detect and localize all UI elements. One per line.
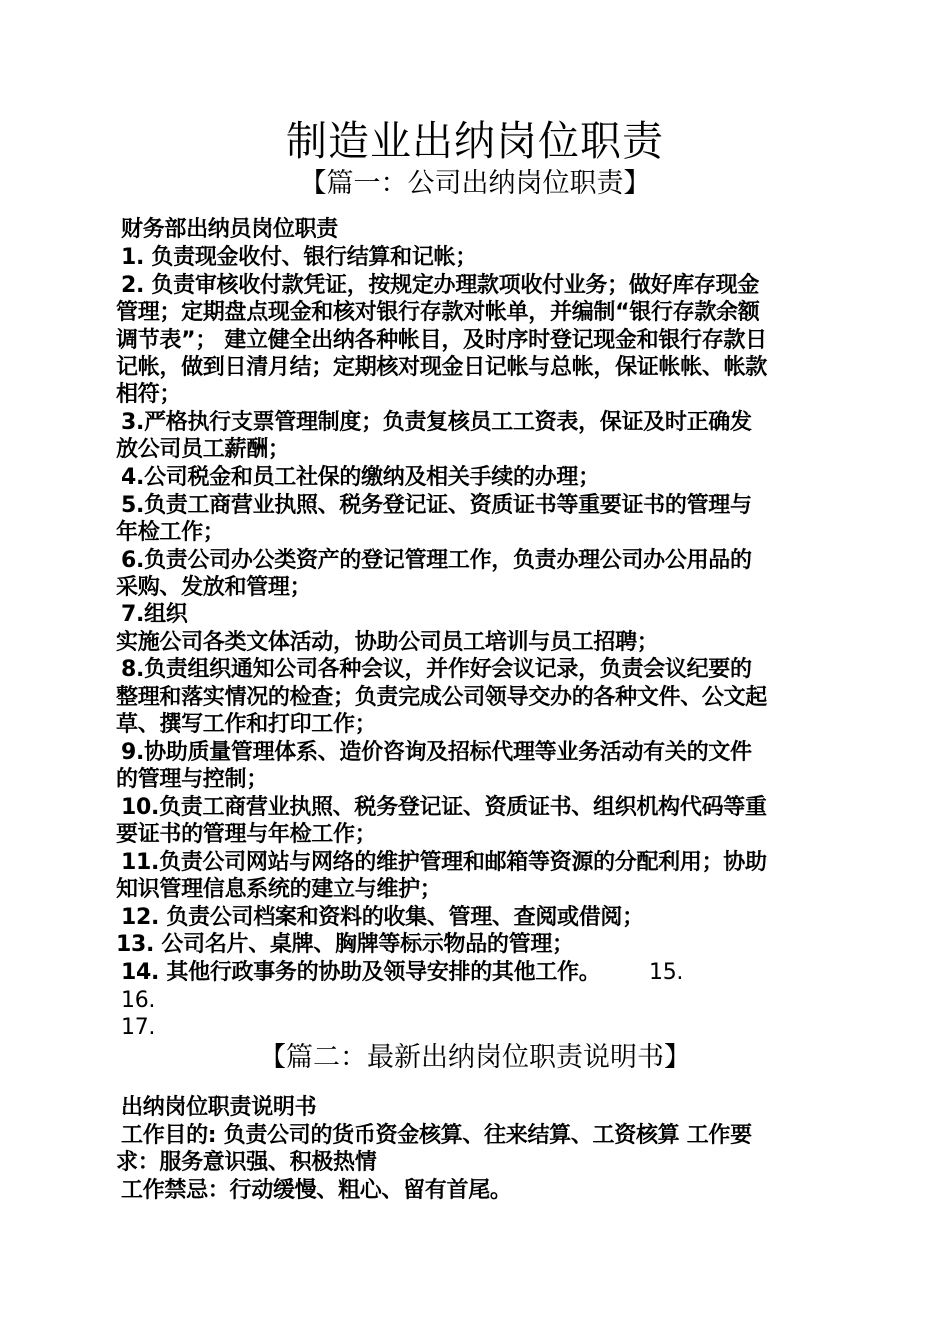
work-purpose-line-1: 工作目的: 负责公司的货币资金核算、往来结算、工资核算 工作要: [121, 1123, 752, 1148]
duty-item-13: 13. 公司名片、桌牌、胸牌等标示物品的管理；: [116, 932, 574, 957]
duty-item-2-line-3: 调节表”； 建立健全出纳各种帐目，及时序时登记现金和银行存款日: [116, 328, 767, 353]
duty-item-7-line-1: 7.组织: [121, 602, 188, 627]
duty-item-6-line-1: 6.负责公司办公类资产的登记管理工作，负责办理公司办公用品的: [121, 548, 752, 573]
duty-item-14: 14. 其他行政事务的协助及领导安排的其他工作。: [121, 960, 601, 985]
section-2-subtitle: 出纳岗位职责说明书: [121, 1095, 317, 1120]
duty-item-9-line-1: 9.协助质量管理体系、造价咨询及招标代理等业务活动有关的文件: [121, 740, 752, 765]
duty-item-17: 17.: [121, 1015, 156, 1040]
duty-item-11-line-2: 知识管理信息系统的建立与维护；: [116, 877, 442, 902]
document-title: 制造业出纳岗位职责: [286, 117, 664, 165]
duty-item-2-line-1: 2. 负责审核收付款凭证，按规定办理款项收付业务；做好库存现金: [121, 273, 760, 298]
duty-item-12: 12. 负责公司档案和资料的收集、管理、查阅或借阅；: [121, 905, 644, 930]
duty-item-7-line-2: 实施公司各类文体活动，协助公司员工培训与员工招聘；: [116, 630, 659, 655]
duty-item-9-line-2: 的管理与控制；: [116, 767, 268, 792]
duty-item-4: 4.公司税金和员工社保的缴纳及相关手续的办理；: [121, 465, 600, 490]
duty-item-8-line-2: 整理和落实情况的检查；负责完成公司领导交办的各种文件、公文起: [116, 685, 768, 710]
duty-item-8-line-1: 8.负责组织通知公司各种会议，并作好会议记录，负责会议纪要的: [121, 657, 752, 682]
work-purpose-line-2: 求：服务意识强、积极热情: [116, 1150, 377, 1175]
section-1-heading: 【篇一：公司出纳岗位职责】: [299, 168, 651, 199]
section-1-subtitle: 财务部出纳员岗位职责: [121, 217, 339, 242]
duty-item-5-line-2: 年检工作；: [116, 520, 225, 545]
duty-item-10-line-1: 10.负责工商营业执照、税务登记证、资质证书、组织机构代码等重: [121, 795, 767, 820]
duty-item-15: 15.: [649, 960, 684, 985]
duty-item-2-line-5: 相符；: [116, 382, 182, 407]
duty-item-10-line-2: 要证书的管理与年检工作；: [116, 822, 377, 847]
duty-item-16: 16.: [121, 988, 156, 1013]
duty-item-3-line-2: 放公司员工薪酬；: [116, 437, 290, 462]
duty-item-2-line-2: 管理；定期盘点现金和核对银行存款对帐单，并编制“银行存款余额: [116, 300, 760, 325]
duty-item-1: 1. 负责现金收付、银行结算和记帐；: [121, 245, 477, 270]
duty-item-8-line-3: 草、撰写工作和打印工作；: [116, 712, 377, 737]
duty-item-2-line-4: 记帐，做到日清月结；定期核对现金日记帐与总帐，保证帐帐、帐款: [116, 355, 768, 380]
duty-item-5-line-1: 5.负责工商营业执照、税务登记证、资质证书等重要证书的管理与: [121, 493, 752, 518]
section-2-heading: 【篇二：最新出纳岗位职责说明书】: [259, 1042, 691, 1073]
duty-item-11-line-1: 11.负责公司网站与网络的维护管理和邮箱等资源的分配利用；协助: [121, 850, 767, 875]
duty-item-6-line-2: 采购、发放和管理；: [116, 575, 312, 600]
work-taboo: 工作禁忌：行动缓慢、粗心、留有首尾。: [121, 1178, 512, 1203]
duty-item-3-line-1: 3.严格执行支票管理制度；负责复核员工工资表，保证及时正确发: [121, 410, 752, 435]
